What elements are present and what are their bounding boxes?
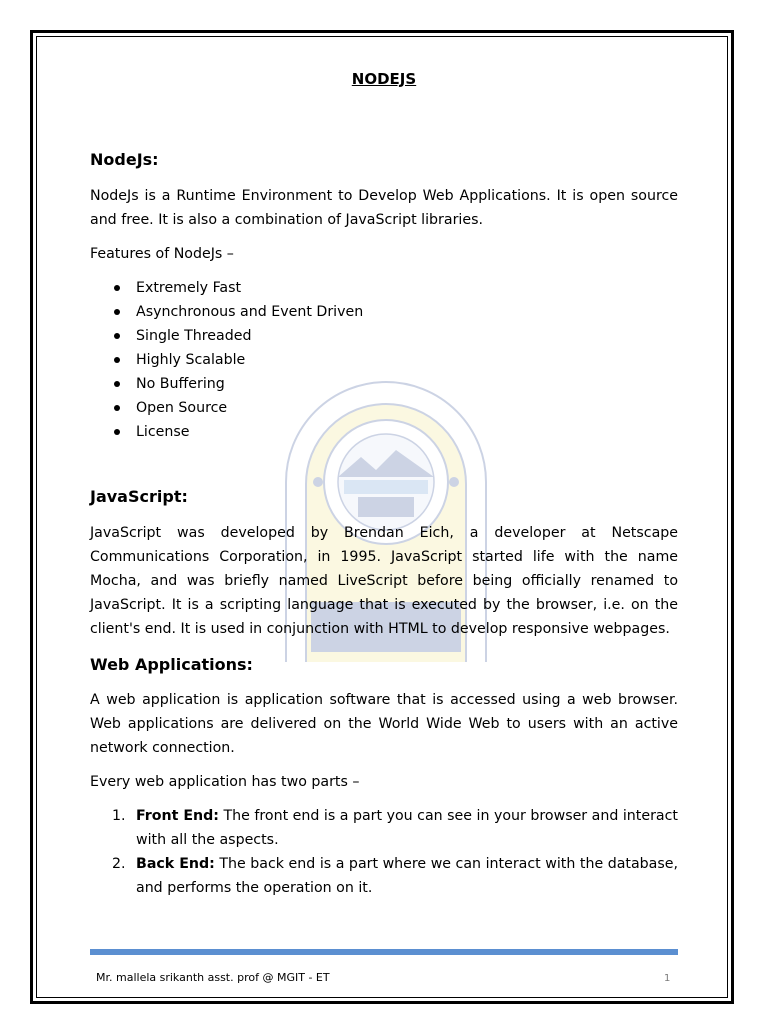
bullet-icon xyxy=(114,333,120,339)
parts-list xyxy=(90,804,678,900)
list-item: No Buffering xyxy=(90,372,363,396)
features-intro: Features of NodeJs – xyxy=(90,246,234,262)
parts-intro: Every web application has two parts – xyxy=(90,774,360,790)
list-item: Highly Scalable xyxy=(90,348,363,372)
bullet-icon xyxy=(114,381,120,387)
bullet-icon xyxy=(114,309,120,315)
part-text: The back end is a part where we can interact with the database, and performs the operation on it. xyxy=(136,856,678,896)
bullet-icon xyxy=(114,357,120,363)
section-heading-nodejs: NodeJs: xyxy=(90,150,159,169)
webapps-body: A web application is application software that is accessed using a web browser. Web applications are delivered on the World Wide Web to users with an active network connection. xyxy=(90,692,678,756)
page-title: NODEJS xyxy=(351,70,417,88)
list-item: 1. Front End: The front end is a part you can see in your browser and interact with all the aspects. xyxy=(112,808,678,848)
list-item: Extremely Fast xyxy=(90,276,363,300)
page-number: 1 xyxy=(664,973,671,984)
features-list xyxy=(90,276,363,444)
list-item: Asynchronous and Event Driven xyxy=(90,300,363,324)
list-item: Open Source xyxy=(90,396,363,420)
section-heading-javascript: JavaScript: xyxy=(90,487,188,506)
part-term: Back End: xyxy=(136,856,215,872)
part-term: Front End: xyxy=(136,808,219,824)
footer-divider xyxy=(90,949,678,955)
section-heading-web-applications: Web Applications: xyxy=(90,655,253,674)
footer-author: Mr. mallela srikanth asst. prof @ MGIT - ET xyxy=(96,971,330,984)
list-item: 2. Back End: The back end is a part where we can interact with the database, and performs the operation on it. xyxy=(112,856,678,896)
part-text: The front end is a part you can see in your browser and interact with all the aspects. xyxy=(136,808,678,848)
bullet-icon xyxy=(114,405,120,411)
bullet-icon xyxy=(114,285,120,291)
list-item: Single Threaded xyxy=(90,324,363,348)
bullet-icon xyxy=(114,429,120,435)
list-item: License xyxy=(90,420,363,444)
nodejs-intro: NodeJs is a Runtime Environment to Develop Web Applications. It is open source and free. It is also a combination of JavaScript libraries. xyxy=(90,188,678,228)
javascript-body: JavaScript was developed by Brendan Eich, a developer at Netscape Communications Corporation, in 1995. JavaScript started life with the name Mocha, and was briefly named LiveScript before being officially renamed to JavaScript. It is a scripting language that is executed by the browser, i.e. on the client's end. It is used in conjunction with HTML to develop responsive webpages. xyxy=(90,525,678,637)
